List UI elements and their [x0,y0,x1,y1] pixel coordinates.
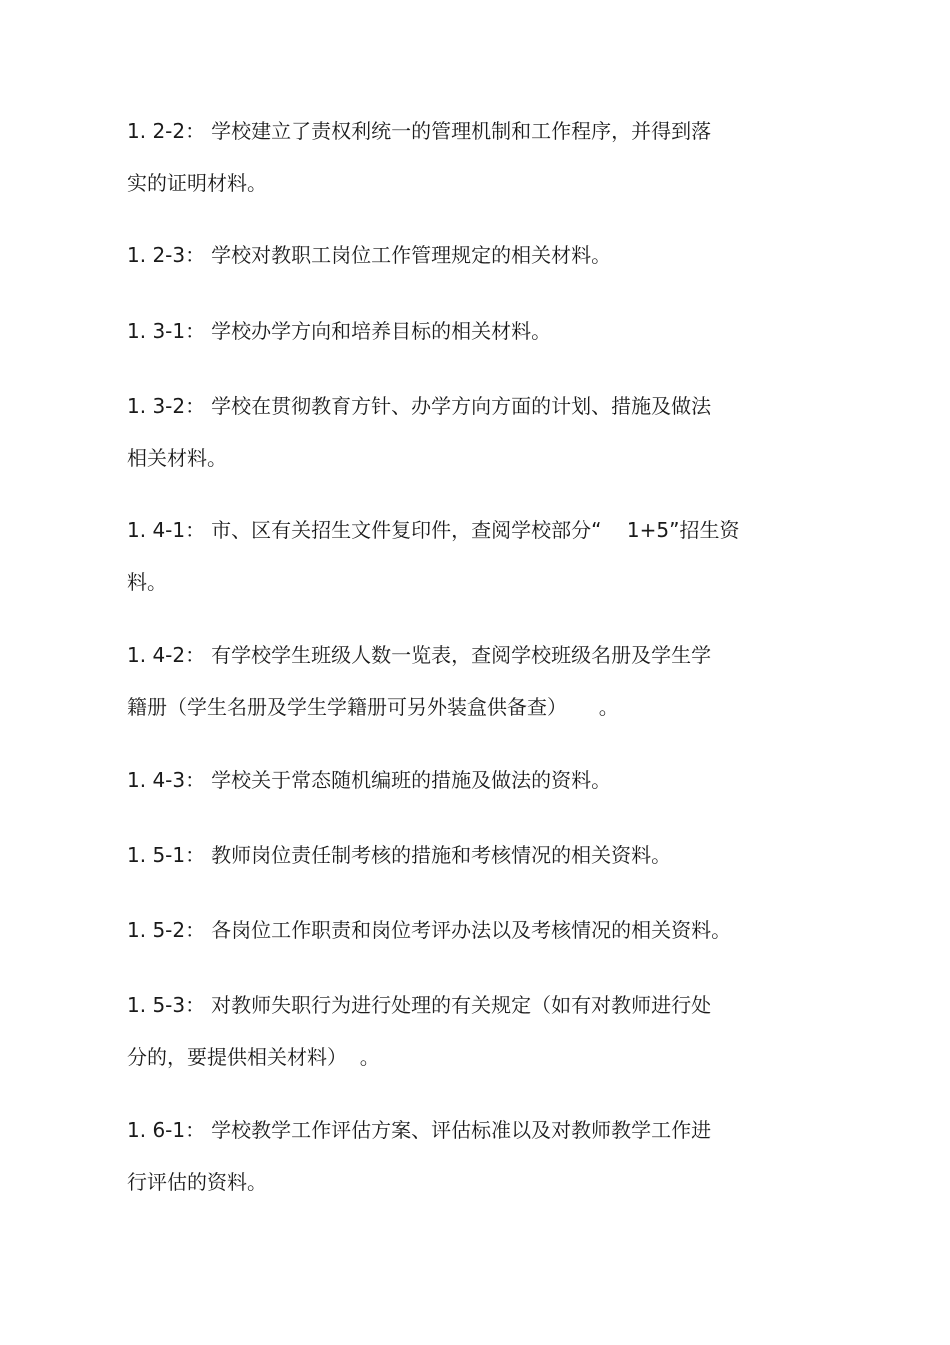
item-number: 1. 5-3： [127,993,206,1017]
item-line: 料。 [127,570,167,594]
item-line: 相关材料。 [127,446,227,470]
item-number: 1. 3-2： [127,394,206,418]
item-number: 1. 5-1： [127,843,206,867]
item-text: 市、区有关招生文件复印件，查阅学校部分“ 1+5”招生资 [211,518,740,542]
item-text: 教师岗位责任制考核的措施和考核情况的相关资料。 [211,843,672,867]
list-item [127,520,739,592]
item-number: 1. 2-3： [127,243,206,267]
item-line [127,920,731,940]
item-text: 学校在贯彻教育方针、办学方向方面的计划、措施及做法 [211,394,712,418]
item-line: 实的证明材料。 [127,171,267,195]
item-text: 学校建立了责权利统一的管理机制和工作程序，并得到落 [211,119,712,143]
item-number: 1. 4-2： [127,643,206,667]
item-text: 对教师失职行为进行处理的有关规定（如有对教师进行处 [211,993,712,1017]
item-number: 1. 3-1： [127,319,206,343]
item-line [127,520,739,540]
list-item [127,396,711,468]
item-line: 分的，要提供相关材料） 。 [127,1045,380,1069]
list-item [127,645,711,717]
item-line: 籍册（学生名册及学生学籍册可另外装盒供备查） 。 [127,695,619,719]
item-line [127,770,611,790]
item-line [127,321,551,341]
item-text: 学校关于常态随机编班的措施及做法的资料。 [211,768,612,792]
list-item [127,1120,711,1192]
item-line [127,845,671,865]
item-line [127,245,611,265]
list-item [127,920,731,940]
list-item [127,845,671,865]
item-line [127,645,711,665]
list-item [127,321,551,341]
list-item [127,245,611,265]
list-item [127,121,711,193]
item-number: 1. 6-1： [127,1118,206,1142]
list-item [127,995,711,1067]
item-text: 学校教学工作评估方案、评估标准以及对教师教学工作进 [211,1118,712,1142]
item-line [127,995,711,1015]
item-line [127,1120,711,1140]
item-text: 学校对教职工岗位工作管理规定的相关材料。 [211,243,612,267]
item-line: 行评估的资料。 [127,1170,267,1194]
item-number: 1. 2-2： [127,119,206,143]
item-text: 有学校学生班级人数一览表，查阅学校班级名册及学生学 [211,643,712,667]
item-line [127,121,711,141]
list-item [127,770,611,790]
item-text: 各岗位工作职责和岗位考评办法以及考核情况的相关资料。 [211,918,732,942]
item-text: 学校办学方向和培养目标的相关材料。 [211,319,552,343]
item-number: 1. 4-3： [127,768,206,792]
item-number: 1. 5-2： [127,918,206,942]
item-number: 1. 4-1： [127,518,206,542]
item-line [127,396,711,416]
